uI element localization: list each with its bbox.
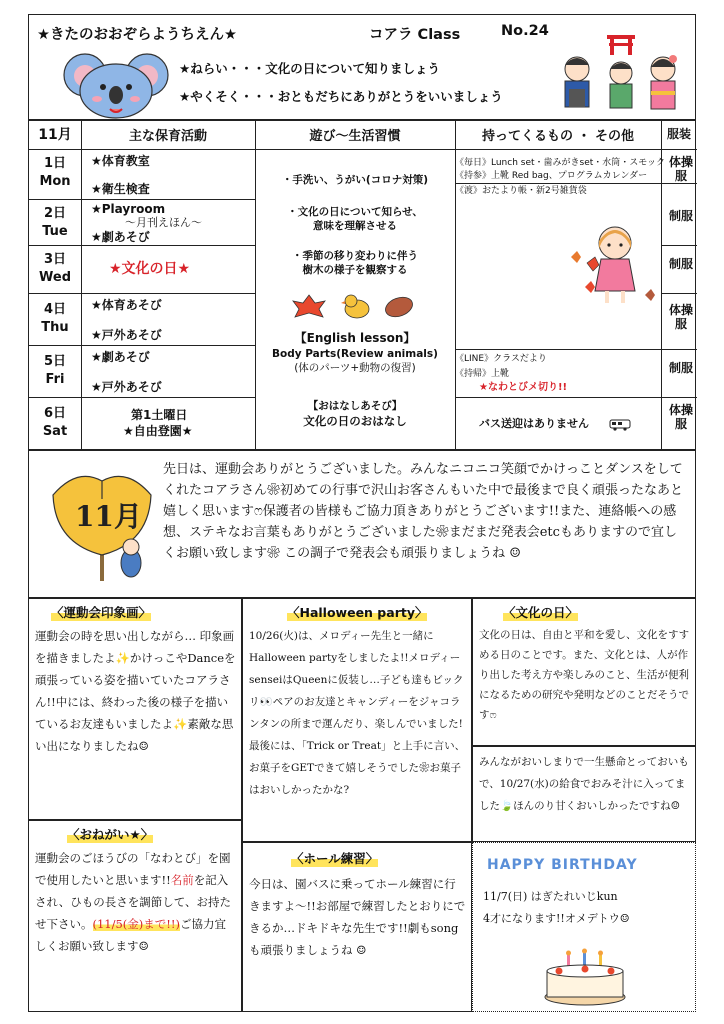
month-badge: 11月	[75, 500, 142, 533]
autumn-leaves-icon	[291, 291, 421, 321]
day-1-label: 1日 Mon	[39, 156, 71, 189]
culture-day-text: 文化の日は、自由と平和を愛し、文化をすすめる日のことです。また、文化とは、人が作り出した考え方や楽しみのこと、生活が便利になるための研究や発明などのことだそうですෆ	[479, 629, 690, 721]
english-lesson-line-1: Body Parts(Review animals)	[272, 348, 438, 360]
lunch-potato-text: みんながおいしまりで一生懸命とっておいもで、10/27(水)の給食でおみそ汁に入ってました🍃ほんのり甘くおいしかったですね☺	[479, 756, 689, 812]
hall-practice-text: 今日は、園バスに乗ってホール練習に行きますよ～!!お部屋で練習したとおりにできるか…ドキドキな先生です!!劇もsongも頑張りましょうね ☺	[249, 877, 466, 957]
hall-practice-title: 〈ホール練習〉	[291, 851, 379, 866]
request-text: 運動会のごほうびの「なわとび」を園で使用したいと思います!!名前を記入され、ひもの長さを調節して、お持たせ下さい。(11/5(金)まで!!)ご協力宜しくお願い致します☺	[35, 851, 231, 953]
day-4-label: 4日 Thu	[41, 302, 69, 335]
day-3-label: 3日 Wed	[39, 252, 71, 285]
life-culture-day-2: 意味を理解させる	[313, 220, 397, 232]
day-5-activity-2: ★戸外あそび	[91, 380, 162, 394]
koala-icon	[63, 49, 169, 119]
day-6-activity-1: 第1土曜日	[131, 408, 188, 422]
birthday-title: HAPPY BIRTHDAY	[487, 857, 638, 873]
shichigosan-children-icon	[555, 29, 685, 117]
life-season-2: 樹木の様子を観察する	[302, 264, 408, 276]
request-title: 〈おねがい★〉	[67, 827, 154, 842]
uniform-header: 服装	[666, 127, 691, 141]
day-3-activity: ★文化の日★	[109, 261, 191, 277]
uniform-day-6: 体操服	[668, 403, 693, 431]
uniform-day-5: 制服	[668, 361, 693, 375]
english-lesson-title: 【English lesson】	[294, 331, 416, 345]
school-name: ★きたのおおぞらようちえん★	[37, 27, 237, 43]
month-header: 11月	[38, 127, 72, 143]
issue-number: No.24	[501, 23, 549, 39]
activity-header: 主な保育活動	[128, 129, 207, 144]
request-section	[28, 820, 242, 1012]
day-1-activity-2: ★衛生検査	[91, 182, 150, 196]
day-6-label: 6日 Sat	[42, 406, 68, 439]
bring-daily: 《毎日》Lunch set・歯みがきset・水筒・スモック	[455, 158, 666, 168]
hall-practice-section	[242, 842, 472, 1012]
day-5-label: 5日 Fri	[43, 354, 67, 387]
story-line: 文化の日のおはなし	[303, 414, 407, 428]
culture-day-section	[472, 598, 696, 746]
halloween-text: 10/26(火)は、メロディー先生と一緒にHalloween partyをしましたよ!!メロディーsenseiはQueenに仮装し…子ども達もビックリ👀ペアのお友達とキャンディーをジャコランタンの所まで運んだり、楽しんでいました!最後には、「Trick or Treat」と上手に言い、お菓子をGETできて嬉しそうでした❀お菓子はおいしかったかな?	[249, 630, 466, 796]
halloween-title: 〈Halloween party〉	[287, 605, 428, 620]
bring-handout: 《渡》おたより帳・新2号雑貨袋	[455, 186, 587, 196]
sports-day-drawing-text: 運動会の時を思い出しながら… 印象画を描きましたよ✨かけっこやDanceを頑張っている姿を描いていたコアラさん!!中には、終わった後の様子を描いているお友達もいましたよ✨素敵な思い出になりましたね☺	[35, 629, 236, 753]
day-1-activity-1: ★体育教室	[91, 154, 150, 168]
story-title: 【おはなしあそび】	[307, 400, 403, 412]
day-2-activity-2: ★劇あそび	[91, 230, 150, 244]
sports-day-drawing-section	[28, 598, 242, 820]
name-highlight: 名前	[170, 873, 194, 887]
teacher-message-text: 先日は、運動会ありがとうございました。みんなニコニコ笑顔でかけっことダンスをしてくれたコアラさん❀初めての行事で沢山お客さんもいた中で最後まで良く頑張ったなあと嬉しく思いますෆ保護者の皆様もご協力頂きありがとうございます!!また、連絡帳への感想、ステキなお言葉もありがとうございました❀まだまだ発表会etcもありますので宜しくお願い致します❀ この調子で発表会も頑張りましょうね ☺	[163, 462, 684, 561]
life-header: 遊び～生活習慣	[309, 129, 401, 144]
culture-day-title: 〈文化の日〉	[503, 605, 579, 620]
life-season-1: ・季節の移り変わりに伴う	[292, 250, 418, 262]
bring-carry: 《持参》上靴 Red bag、プログラムカレンダー	[455, 171, 648, 181]
birthday-message: 4才になります!!オメデトウ☺	[483, 912, 630, 925]
newsletter-header	[28, 14, 696, 120]
teacher-message-box	[28, 450, 696, 598]
birthday-date-name: 11/7(日) はぎたれいじkun	[483, 890, 618, 903]
no-bus-notice: バス送迎はありません	[479, 417, 589, 430]
day-2-label: 2日 Tue	[42, 206, 68, 239]
day-5-activity-1: ★劇あそび	[91, 350, 150, 364]
day-2-activity-1: ★Playroom	[91, 202, 166, 216]
day-6-activity-2: ★自由登園★	[123, 424, 193, 438]
uniform-day-4: 体操服	[668, 303, 693, 331]
girl-with-leaves-icon	[565, 217, 659, 309]
uniform-day-3: 制服	[668, 257, 693, 271]
lunch-potato-section	[472, 746, 696, 842]
halloween-section	[242, 598, 472, 842]
class-name: コアラ Class	[369, 27, 461, 43]
day-4-activity-2: ★戸外あそび	[91, 328, 162, 342]
life-culture-day-1: ・文化の日について知らせ、	[287, 206, 423, 218]
uniform-day-2: 制服	[668, 209, 693, 223]
aim-text: ★ねらい・・・文化の日について知りましょう	[179, 61, 440, 76]
deadline-highlight: (11/5(金)まで!!)	[92, 917, 181, 931]
birthday-section	[472, 842, 696, 1012]
life-handwash: ・手洗い、うがい(コロナ対策)	[281, 174, 429, 186]
bring-line: 《LINE》クラスだより	[455, 354, 547, 364]
bring-header: 持ってくるもの ・ その他	[481, 129, 635, 144]
birthday-cake-icon	[537, 947, 633, 1007]
schedule-table	[28, 120, 696, 450]
sports-day-drawing-title: 〈運動会印象画〉	[51, 605, 152, 620]
uniform-day-1: 体操服	[668, 155, 693, 183]
bring-jumprope-deadline: ★なわとびメ切り!!	[479, 382, 568, 393]
bus-icon	[609, 419, 631, 431]
promise-text: ★やくそく・・・おともだちにありがとうをいいましょう	[179, 89, 503, 104]
day-4-activity-1: ★体育あそび	[91, 298, 162, 312]
day-2-activity-1b: ～月刊えほん～	[125, 216, 202, 229]
bring-takehome: 《持帰》上靴	[455, 369, 510, 379]
english-lesson-line-2: (体のパーツ+動物の復習)	[294, 362, 416, 374]
